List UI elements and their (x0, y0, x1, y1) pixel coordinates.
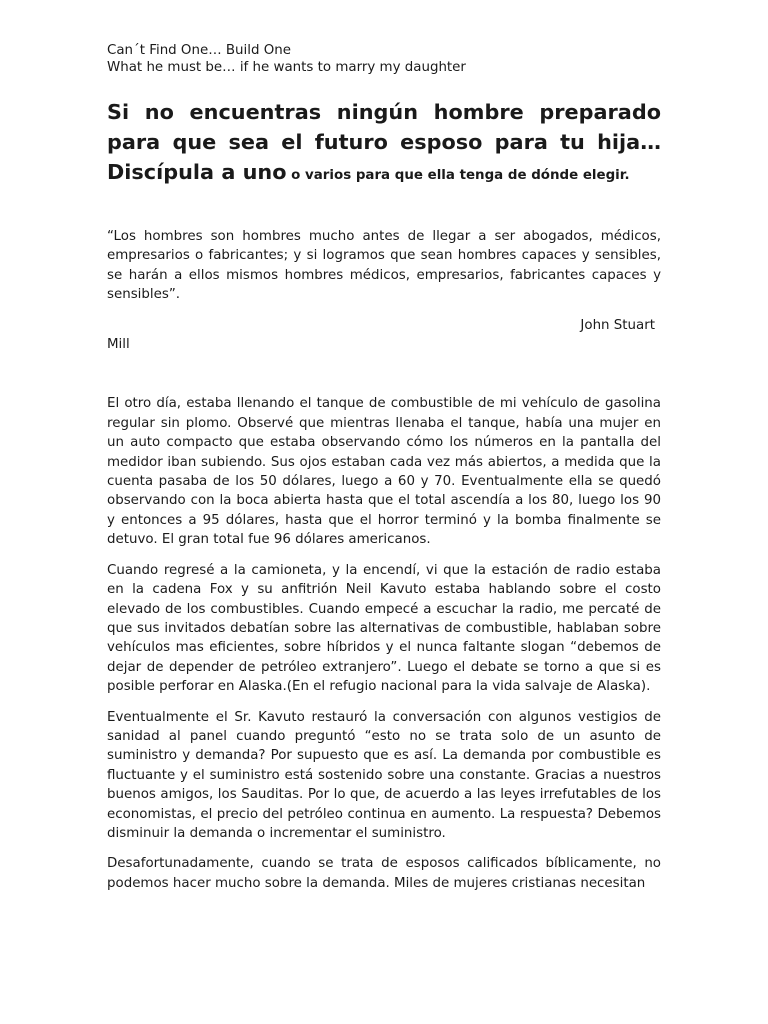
header-line-1: Can´t Find One… Build One (107, 43, 291, 58)
document-page (107, 42, 661, 893)
attribution-first-line: John Stuart (580, 317, 655, 333)
epigraph-quote: “Los hombres son hombres mucho antes de llegar a ser abogados, médicos, empresarios o fabricantes; y si logramos que sean hombres capaces y sensibles, se harán a ellos mismos hombres médicos, empresarios, fabricantes capaces y sensibles”. (107, 229, 661, 303)
paragraph: Eventualmente el Sr. Kavuto restauró la conversación con algunos vestigios de sanidad al panel cuando preguntó “esto no se trata solo de un asunto de suministro y demanda? Por supuesto que es así. La demanda por combustible es fluctuante y el suministro está sostenido sobre una constante. Gracias a nuestros buenos amigos, los Sauditas. Por lo que, de acuerdo a las leyes irrefutables de los economistas, el precio del petróleo continua en aumento. La respuesta? Debemos disminuir la demanda o incrementar el suministro. (107, 709, 661, 841)
title-tail: o varios para que ella tenga de dónde elegir. (291, 168, 630, 183)
header-line-2: What he must be… if he wants to marry my daughter (107, 60, 466, 75)
title-main: Si no encuentras ningún hombre preparado para que sea el futuro esposo para tu hija… Discípula a uno (107, 100, 661, 184)
paragraph: El otro día, estaba llenando el tanque de combustible de mi vehículo de gasolina regular sin plomo. Observé que mientras llenaba el tanque, había una mujer en un auto compacto que estaba observando cómo los números en la pantalla del medidor iban subiendo. Sus ojos estaban cada vez más abiertos, a medida que la cuenta pasaba de los 50 dólares, luego a 60 y 70. Eventualmente ella se quedó observando con la boca abierta hasta que el total ascendía a los 80, luego los 90 y entonces a 95 dólares, hasta que el horror terminó y la bomba finalmente se detuvo. El gran total fue 96 dólares americanos. (107, 396, 661, 548)
document-title (107, 97, 661, 187)
paragraph: Desafortunadamente, cuando se trata de esposos calificados bíblicamente, no podemos hacer mucho sobre la demanda. Miles de mujeres cristianas necesitan (107, 856, 661, 891)
paragraph: Cuando regresé a la camioneta, y la encendí, vi que la estación de radio estaba en la cadena Fox y su anfitrión Neil Kavuto estaba hablando sobre el costo elevado de los combustibles. Cuando empecé a escuchar la radio, me percaté de que sus invitados debatían sobre las alternativas de combustible, hablaban sobre vehículos mas eficientes, sobre híbridos y el nunca faltante slogan “debemos de dejar de depender de petróleo extranjero”. Luego el debate se torno a que si es posible perforar en Alaska.(En el refugio nacional para la vida salvaje de Alaska). (107, 562, 661, 695)
quote-attribution (107, 316, 661, 355)
attribution-second-line: Mill (107, 337, 130, 353)
